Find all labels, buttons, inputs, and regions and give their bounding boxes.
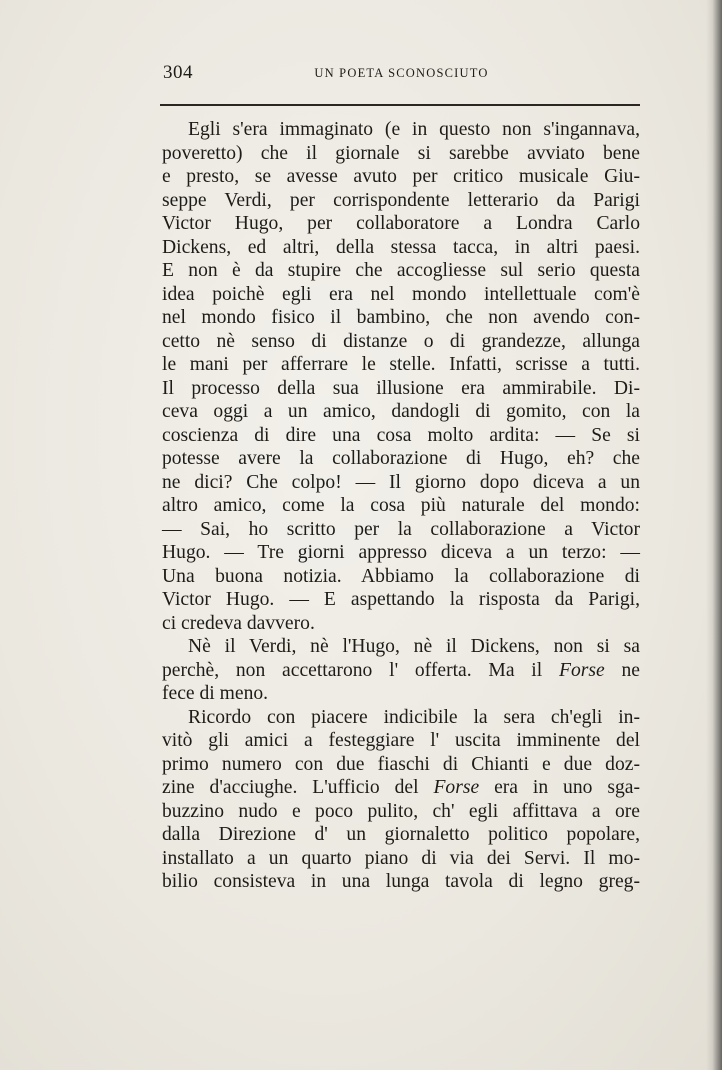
text-line: Victor Hugo. — E aspettando la risposta da Parigi, bbox=[162, 589, 640, 610]
header-rule bbox=[160, 104, 640, 106]
text-line: Ricordo con piacere indicibile la sera ch'egli in- bbox=[188, 706, 640, 728]
text-line: seppe Verdi, per corrispondente letterario da Parigi bbox=[162, 189, 640, 211]
text-line bbox=[162, 659, 640, 683]
text-line: ne dici? Che colpo! — Il giorno dopo diceva a un bbox=[162, 471, 640, 493]
text-line: cetto nè senso di distanze o di grandezze, allunga bbox=[162, 330, 640, 352]
text-line: e presto, se avesse avuto per critico musicale Giu- bbox=[162, 166, 640, 187]
text-line: — Sai, ho scritto per la collaborazione a Victor bbox=[162, 518, 640, 540]
text-line: altro amico, come la cosa più naturale del mondo: bbox=[162, 495, 640, 516]
text-line: nel mondo fisico il bambino, che non avendo con- bbox=[162, 307, 640, 328]
text-line bbox=[162, 776, 640, 800]
italic-title: Forse bbox=[558, 659, 605, 681]
text-line: Victor Hugo, per collaboratore a Londra Carlo bbox=[162, 213, 640, 234]
running-title: UN POETA SCONOSCIUTO bbox=[314, 66, 489, 80]
text-line: fece di meno. bbox=[162, 683, 269, 704]
text-line: Una buona notizia. Abbiamo la collaborazione di bbox=[162, 565, 640, 587]
text-line: bilio consisteva in una lunga tavola di legno greg- bbox=[162, 871, 640, 892]
text-line: ceva oggi a un amico, dandogli di gomito, con la bbox=[162, 401, 640, 422]
text-line: E non è da stupire che accogliesse sul serio questa bbox=[162, 260, 640, 281]
text-segment: era in uno sga- bbox=[494, 777, 640, 798]
text-line: vitò gli amici a festeggiare l' uscita imminente del bbox=[162, 730, 640, 751]
text-segment: perchè, non accettarono l' offerta. Ma il bbox=[162, 659, 543, 681]
text-line: le mani per afferrare le stelle. Infatti, scrisse a tutti. bbox=[162, 354, 640, 375]
text-line: Egli s'era immaginato (e in questo non s'ingannava, bbox=[188, 119, 640, 140]
text-line: potesse avere la collaborazione di Hugo, eh? che bbox=[162, 448, 640, 469]
text-line: ci credeva davvero. bbox=[162, 612, 315, 634]
text-segment: zine d'acciughe. L'ufficio del bbox=[162, 777, 419, 798]
binding-shadow bbox=[706, 0, 722, 1070]
text-line: idea poichè egli era nel mondo intellettuale com'è bbox=[162, 283, 640, 305]
text-line: Dickens, ed altri, della stessa tacca, in altri paesi. bbox=[162, 236, 640, 258]
text-line: dalla Direzione d' un giornaletto politico popolare, bbox=[162, 824, 640, 845]
italic-title: Forse bbox=[433, 777, 480, 798]
text-line: Nè il Verdi, nè l'Hugo, nè il Dickens, non si sa bbox=[188, 636, 640, 657]
text-line: Il processo della sua illusione era ammirabile. Di- bbox=[162, 377, 640, 399]
text-line: buzzino nudo e poco pulito, ch' egli affittava a ore bbox=[162, 800, 640, 822]
text-line: Hugo. — Tre giorni appresso diceva a un terzo: — bbox=[162, 542, 640, 563]
text-segment: ne bbox=[621, 659, 640, 681]
text-line: coscienza di dire una cosa molto ardita: — Se si bbox=[162, 424, 640, 446]
body-text bbox=[162, 118, 640, 894]
text-line: installato a un quarto piano di via dei Servi. Il mo- bbox=[162, 847, 640, 869]
page-header bbox=[163, 60, 640, 88]
text-line: primo numero con due fiaschi di Chianti e due doz- bbox=[162, 753, 640, 775]
page-number: 304 bbox=[163, 62, 193, 83]
text-line: poveretto) che il giornale si sarebbe avviato bene bbox=[162, 142, 640, 164]
